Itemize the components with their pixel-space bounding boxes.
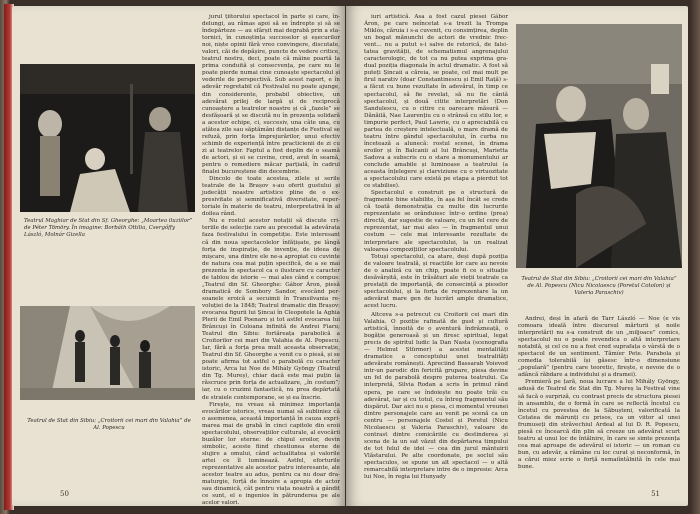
- paragraph: jurul țiitorului spectacol în parte și care, îndelungi, au rămas apoi să se îndrepte și să se îndepărteze — au sfârșit mai degrabă prin a statornici, în cunoștința succeselor și eșecurilor noi, niște opinii fără vreo convingere, discutate, valori, căi de depășire, puncte de vedere critice, teatrul nostru, deci, poate că mâine poartă la prima conduită și consecvența, pe care nu le poate pierde numai cine cunoaște spectacolul și vederile de perspectivă. Sub acest raport, e în adevăr regretabil că Festivalul nu poate ajunge, din considerente, probabil obiective, un adevărat prilej de largă și de reciprocă cunoaștere a teatrelor noastre și că „fazele” se desfășoară și se discută nu în prezența solidară a acestor echipe, ci, succesiv, una câte una, cu atâtea zile sau săptămâni distanțe de Festival se refuză, prin forța împrejurărilor, unui efectiv schimb de experiență între practicienii de zi cu zi ai teatrelor. Faptul a fost deplin de o seamă de actori, și ei se cuvine, cred, avut în seamă, pentru o remediere măcar parțială, în cadrul finalei bucureștene din decembrie.: [202, 14, 340, 176]
- photo1-caption: Teatrul Maghiar de Stat din Sf. Gheorghe: „Moartea iluziilor” de Péter Tömöry. În imagine: Borbáth Ottilia, Csergőffy László, Molnár Gizella: [24, 218, 193, 238]
- paragraph: Altceva s-a petrecut cu Croitorii cei mari din Valahia. O poziție rafinată de gust și cultură artistică, înnoită de o aventură îndrăzneață, o bogăție generoasă și un firesc spiritual, legat precis de spiritul ludic la Dan Nasta (scenografia — Helmut Stürmer) a acestei mentalități dramatice a conceptului unei teatralități adevărate românești. Apreciind Bassarab Voievod intr-un parodic din fericită grupare, piesa devine un fel de parabolă despre puterea teatrului. Ca interpretă, Silvia Rodan a scris în primul rând opera, pe care se îndoiește nu poate trăi cu adevărat, iar și cu totul, cu întreg fragmentul său dispărut. Dar aici nu e piesa, ci momentul vreunei dintre personajele care au venit pe scenă ca un centru — personajele Costel și Poretul (Nicu Nicolaescu și Valeria Paraschiv), valoare de contrast dintre comicăriile cu destinderea și scena de la un sat văzut din depărtarea timpului de tot felul de idei — cea din jurul mântuirii Vlăstarului. Pe alte coordonate, pe soclul său spectaculos, se spune un alt spectacol — o altă remarcabilă interpretare intre de o impresie: Arca lui Noe, în regia lui Hunyady: [364, 312, 508, 481]
- photo2-caption: Teatrul de Stat din Sibiu: „Croitorii cei mari din Valahia” de Al. Popescu: [27, 418, 191, 431]
- photo-croitorii-sibiu: [20, 306, 195, 400]
- page-number: 51: [651, 490, 660, 498]
- paragraph: Andrei, deși în afară de Tarr László — Noe (e vis comoara ideală între discursul mărturii și noile interpretări) nu s-a construit de un „miljoace” comics, spectacolul nu o poate revendica o altă interpretare notabilă, și cel ce nu a fost cred suprafața o vârstă de o spectacol de un sentiment. Tămíer Pete. Parabola și comedia tolerabilă își găsesc într-o dimensiune „populară” (pentru care teoretic, firește, e nevoie de o adâncă răbdare a individului și a dramei).: [518, 316, 680, 379]
- photo3-caption: Teatrul de Stat din Sibiu: „Croitorii cei mari din Valahia” de Al. Popescu (Nicu Nicolaescu (Poretul Cotolon) și Valeria Paraschiv): [521, 276, 677, 296]
- right-page-text-column-left: [364, 14, 508, 309]
- photo-image: [20, 306, 195, 400]
- paragraph: Premieră pe țară, noua lucrare a lui Mihály Gyöngy, adusă de Teatrul de Stat din Tg. Mureș la Festival vine să facă o surpriză, cu contrast precis de structura piesei în ansamblu, de o formă în care se reflectă încetul cu încetul cu povestea de la Săbușteni, valorificată la Cetatea de mărunți cu prisos, ca un viitor al unei frumuseți din străvechiul Ardeal al lui D. R. Popescu, piesă ce încearcă din plin să creeze un adevărat scurt teatru al unui loc de întâlnire, în care se simte prezența cea mai aproape de adevărul ei istoric — un roman cu bun, cu adevăr, a rămâne cu loc curat și neconformă, în a cărui miez scrie o forță nemaiîntâlnită în cele mai bune.: [518, 379, 680, 470]
- photo-image: [20, 64, 195, 212]
- photo-moartea-iluziilor: [20, 64, 195, 212]
- paragraph: Nu e rostul acestor notații să discute criteriile de selecție care au precedat la adevărata faza festivalului în competiție. Este interesant că din noua spectacolelor înfățișate, pe lângă forța de inspirație, de invenție, de ideea de mișcare, una dintre ele ne-a apropiat cu cuvinte de natura cea mai puțin specifică, de a se mai prezenta în spectacol ca o ilustrare cu caracter de tablou de istorie — mai ales când e compus: „Teatrul din Sf. Gheorghe: Gábor Áron, piesă dramatică de Sombory Sandor, evocând persoanele eroică a secuimii în Transilvania revoluției de la 1848; Teatrul dramatic din Brașov: evocarea figurii lui Șincai în Cleopotele la Aghia Plerii de Emil Poenaru și tot astfel evocarea lui Brâncuși în Coloana infinită de Andrei Fiaru; Teatrul din Sibiu: fortăreața parabolică a Croitorilor cei mari din Valahia de Al. Popescu. Iar, fără a forța prea mult aceasta observație, Teatrul din Sf. Gheorghe a venit cu o piesă, și se poate afirma tot astfel o parabolă cu caracter istoric, Arca lui Noe de Mihály Gyöngy (Teatrul din Tg. Mureș), chiar dacă este mai puțin la răscruce prin forța de actualizare, „în costum”; iar, cu o cruzimi fantastică, nu prea depărtată de straiele contemporane, se și ea înscrie.: [202, 218, 340, 401]
- right-page: [346, 6, 688, 506]
- paragraph: Totuși spectacolul, ca atare, deși după poziția de valoare teatrală, și reacțiile lor care au nevoie de o analiză cu un chip, poate fi ce o situație desăvârșită, este în trăsături ale vieții teatrale ca prestații de importanță, de consecință a pieselor spectacolului, și la forța de reprezentare la un adevărat mare gen de lucrări ample dramatice, acest lucru.: [364, 253, 508, 309]
- paragraph: Firește, nu vreau să minimez importanța evocărilor istorice, vreau numai să subliniez că o asemenea, această importanță în cauza exprimarea mai de grabă în cinci capitole din eroii spectacolului, observațiilor culturale, al evocării buzălor lor eterne: de chipul eroilor, devin simbolic, aceste fiind chestiunea eterne de slujire a omului, când actualitatea și valorile artei ce îl luminează. Astfel, eforturile reprezentative ale acestor patru interesante, ale acestor teatre au adus, pentru ca nu doar dramaturgie, forță de înnoire a apropia de actor sau dinamică, cât pentru viața noastră a gândit ce sunt, el e ingenios în pătrunderea pe ale acelor valori.: [202, 401, 340, 507]
- right-page-text-column-left-bottom: [364, 312, 508, 494]
- page-number: 50: [60, 490, 69, 498]
- paragraph: Dincolo de toate acestea, zilele și serile teatrale de la Brașov s-au oferit gustului și judecății noastre artistice pline de o expresivitate și semnificativă diversitate, repertoriale în materie de teatru, interpretativă în al doilea rând.: [202, 176, 340, 218]
- left-page-text-column: [202, 14, 340, 507]
- paragraph: iuri artistică. Asa a fost cazul piesei Gábor Áron, pe care neîncetat s-a trezit la Trompa Miklós, căruia i s-a cuvenit, cu consimțirea, deplin un bogat mănunchi de actori de vrednic frecvent... nu a putut s-i salve de retorică, de falsitatea gravității, de schematismul angrenajului caracterologic, de tot ca nu putea exprima gradual poziția diagonala în actul dramatic. A fost să puteți Șincaii a căreia, se poate, cel mai mult pe firul narativ (doar Constantinescu și Emil Rață) s-a făcut cu bune rezultate în adevărul, în timp ce spectacolul, să fie revelat, să nu fie cântă spectacolul, și două citite interpretări (Don Sandulescu, cu o citire cu oarecare măsură — Dănăilă, Nae Laurențiu cu o strânsă cu stilu lor, e timpurie perfect, Paul Lawrie, cu o apreciabilă cu partea de creștere intelectuală, o mare dramă de teatru între gândul spectacolului, în curba nu încetează a alunecă: rostul scenei, în drama eroilor și în Balcanii al lui Brâncuși, Marietta Sadova a subscris cu o stare a monumentului ar conclude amabile și luminoase a teatrului (a aceasta înțelegere și clarviziune cu o virtuozitate a spectacolului care există pe etapa a pierdut tot ce stabilise).: [364, 14, 508, 190]
- paragraph: Spectacolul e construit pe o structură de fragmente bine stabilite, în așa fel încât se crede că toată demonstrația cu multe din lucrurile reprezentate se orânduiesc într-o ordine (prea) directă, dar sugestie de valoare, cu un fel cere de reprezentat, iar mai ales — în fragmentul unui costum — cele mai interesante rezultate de interpretare ale spectacolului, la un realizat valoarea compozițiilor spectacolului.: [364, 190, 508, 253]
- right-page-text-column-right: [518, 316, 680, 494]
- photo-croitorii-sibiu-2: [516, 24, 682, 268]
- photo-image: [516, 24, 682, 268]
- left-page: [12, 6, 345, 506]
